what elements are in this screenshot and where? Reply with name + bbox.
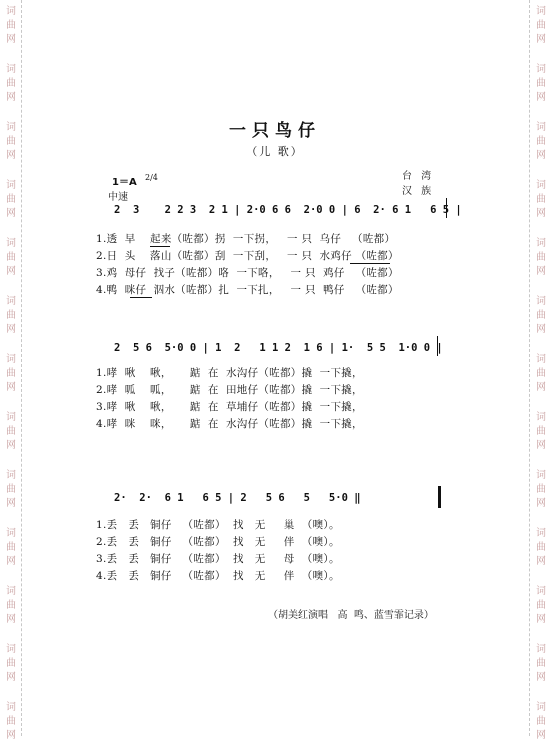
slur-underline [350,263,390,264]
lyric-line: 2.日 头 落山（咗都）刮 一下刮， 一 只 水鸡仔 （咗都） [96,250,399,262]
watermark-glyph: 曲 [536,600,546,611]
watermark-glyph: 词 [6,702,16,713]
watermark-glyph: 网 [6,324,16,335]
watermark-glyph: 词 [536,586,546,597]
ethnicity-label: 汉 族 [402,186,435,197]
watermark-glyph: 词 [536,122,546,133]
watermark-glyph: 网 [6,92,16,103]
watermark-glyph: 网 [536,324,546,335]
watermark-glyph: 网 [6,498,16,509]
region-label: 台 湾 [402,171,435,182]
lyric-line: 2.哮 呱 呱， 踮 在 田地仔（咗都）撬 一下撬， [96,384,363,396]
lyric-line: 4.鸭 咪仔 泅水（咗都）扎 一下扎， 一 只 鸭仔 （咗都） [96,284,399,296]
watermark-glyph: 网 [6,614,16,625]
watermark-glyph: 曲 [536,716,546,727]
slur-underline [130,297,152,298]
watermark-glyph: 曲 [536,658,546,669]
watermark-glyph: 词 [6,296,16,307]
watermark-glyph: 网 [536,382,546,393]
lyric-line: 1.哮 啾 啾， 踮 在 水沟仔（咗都）撬 一下撬， [96,367,363,379]
watermark-glyph: 曲 [536,426,546,437]
watermark-glyph: 词 [536,238,546,249]
watermark-glyph: 网 [536,150,546,161]
watermark-glyph: 网 [6,672,16,683]
watermark-glyph: 词 [6,586,16,597]
lyric-line: 4.哮 咪 咪， 踮 在 水沟仔（咗都）撬 一下撬， [96,418,363,430]
tempo-marking: 中速 [108,192,128,203]
watermark-glyph: 网 [536,440,546,451]
watermark-glyph: 曲 [6,484,16,495]
notation-line-1: 2 3 2 2 3 2 1 | 2·0 6 6 2·0 0 | 6 2· 6 1 6 5 | [114,204,462,216]
watermark-glyph: 词 [536,64,546,75]
watermark-glyph: 网 [6,556,16,567]
watermark-glyph: 曲 [536,252,546,263]
watermark-glyph: 词 [6,238,16,249]
lyric-line: 1.透 早 起来（咗都）拐 一下拐， 一 只 乌仔 （咗都） [96,233,396,245]
watermark-glyph: 曲 [6,368,16,379]
watermark-glyph: 词 [536,412,546,423]
final-double-barline [438,486,441,508]
lyric-line: 4.丢 丢 铜仔 （咗都） 找 无 伴 （噢）。 [96,570,340,582]
watermark-glyph: 词 [536,354,546,365]
watermark-glyph: 词 [6,6,16,17]
watermark-glyph: 网 [536,266,546,277]
watermark-glyph: 词 [536,180,546,191]
watermark-glyph: 曲 [6,78,16,89]
watermark-glyph: 网 [536,614,546,625]
watermark-glyph: 曲 [6,658,16,669]
song-subtitle: （儿 歌） [246,145,304,158]
lyric-line: 3.哮 啾 啾， 踮 在 草埔仔（咗都）撬 一下撬， [96,401,363,413]
left-margin-line [21,0,22,736]
watermark-glyph: 网 [6,208,16,219]
watermark-glyph: 网 [536,208,546,219]
watermark-glyph: 词 [6,470,16,481]
watermark-glyph: 网 [536,730,546,741]
time-signature: 2/4 [145,173,158,182]
watermark-glyph: 网 [536,498,546,509]
watermark-glyph: 词 [6,644,16,655]
watermark-glyph: 网 [6,34,16,45]
watermark-glyph: 词 [6,528,16,539]
watermark-glyph: 网 [6,382,16,393]
watermark-glyph: 词 [6,180,16,191]
watermark-glyph: 曲 [536,136,546,147]
right-margin-line [529,0,530,736]
watermark-glyph: 词 [6,122,16,133]
watermark-glyph: 词 [6,354,16,365]
watermark-glyph: 网 [536,92,546,103]
watermark-glyph: 曲 [536,368,546,379]
watermark-glyph: 词 [536,296,546,307]
watermark-glyph: 网 [536,672,546,683]
lyric-line: 3.丢 丢 铜仔 （咗都） 找 无 母 （噢）。 [96,553,340,565]
watermark-glyph: 曲 [6,136,16,147]
lyric-line: 1.丢 丢 铜仔 （咗都） 找 无 巢 （噢）。 [96,519,340,531]
watermark-glyph: 词 [536,6,546,17]
lyric-line: 3.鸡 母仔 找子（咗都）咯 一下咯， 一 只 鸡仔 （咗都） [96,267,399,279]
watermark-glyph: 网 [6,150,16,161]
watermark-glyph: 词 [536,470,546,481]
watermark-glyph: 网 [6,440,16,451]
watermark-glyph: 曲 [536,484,546,495]
watermark-glyph: 曲 [536,78,546,89]
watermark-glyph: 曲 [6,252,16,263]
watermark-glyph: 曲 [536,542,546,553]
watermark-glyph: 词 [6,412,16,423]
notation-line-2: 2 5 6 5·0 0 | 1 2 1 1 2 1 6 | 1· 5 5 1·0 0 | [114,342,443,354]
lyric-line: 2.丢 丢 铜仔 （咗都） 找 无 伴 （噢）。 [96,536,340,548]
slur-underline [150,246,170,247]
watermark-glyph: 曲 [6,600,16,611]
watermark-glyph: 曲 [6,194,16,205]
watermark-glyph: 词 [536,528,546,539]
watermark-glyph: 词 [536,702,546,713]
watermark-glyph: 词 [6,64,16,75]
watermark-glyph: 词 [536,644,546,655]
watermark-glyph: 曲 [536,194,546,205]
watermark-glyph: 网 [6,730,16,741]
watermark-glyph: 网 [536,556,546,567]
watermark-glyph: 网 [6,266,16,277]
watermark-glyph: 曲 [6,20,16,31]
barline-end-system-2 [437,336,438,356]
key-signature: 1＝A [112,177,137,188]
watermark-glyph: 曲 [6,426,16,437]
watermark-glyph: 曲 [6,310,16,321]
final-barline-system-1 [446,198,447,218]
watermark-glyph: 曲 [536,310,546,321]
watermark-glyph: 曲 [536,20,546,31]
watermark-glyph: 网 [536,34,546,45]
notation-line-3: 2· 2· 6 1 6 5 | 2 5 6 5 5·0 ‖ [114,492,361,504]
performer-credit: （胡美红演唱 高 鸣、蓝雪霏记录） [268,610,434,621]
watermark-glyph: 曲 [6,542,16,553]
song-title: 一只鸟仔 [229,121,321,141]
watermark-glyph: 曲 [6,716,16,727]
